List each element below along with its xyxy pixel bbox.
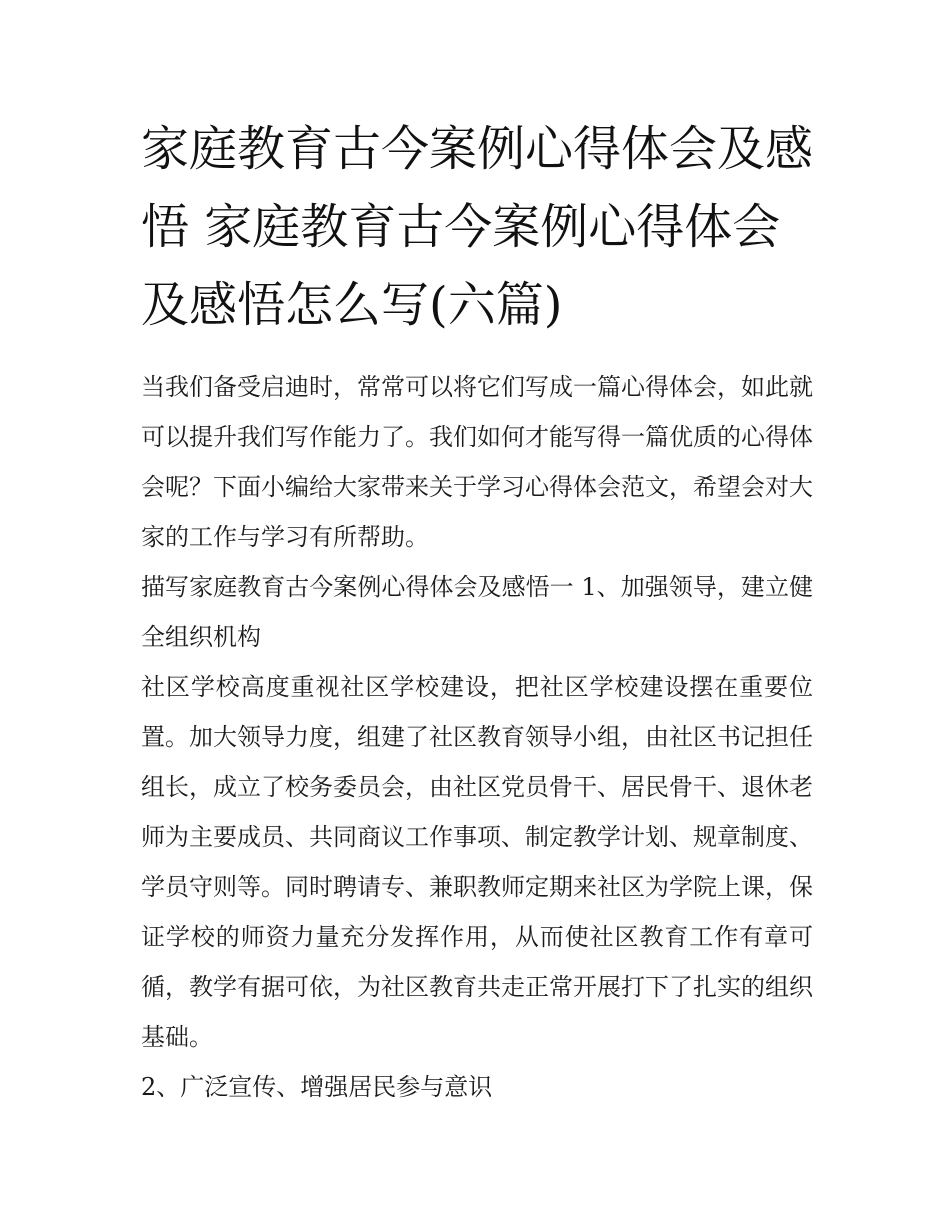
document-title: 家庭教育古今案例心得体会及感悟 家庭教育古今案例心得体会及感悟怎么写(六篇) bbox=[141, 121, 814, 333]
section-1-heading: 描写家庭教育古今案例心得体会及感悟一 1、加强领导，建立健全组织机构 bbox=[141, 573, 813, 651]
section-2-heading: 2、广泛宣传、增强居民参与意识 bbox=[141, 1073, 493, 1101]
intro-paragraph: 当我们备受启迪时，常常可以将它们写成一篇心得体会，如此就可以提升我们写作能力了。我们如何才能写得一篇优质的心得体会呢？下面小编给大家带来关于学习心得体会范文，希望会对大家的工作与学习有所帮助。 bbox=[141, 373, 813, 551]
section-1-body: 社区学校高度重视社区学校建设，把社区学校建设摆在重要位置。加大领导力度，组建了社区教育领导小组，由社区书记担任组长，成立了校务委员会，由社区党员骨干、居民骨干、退休老师为主要成员、共同商议工作事项、制定教学计划、规章制度、学员守则等。同时聘请专、兼职教师定期来社区为学院上课，保证学校的师资力量充分发挥作用，从而使社区教育工作有章可循，教学有据可依，为社区教育共走正常开展打下了扎实的组织基础。 bbox=[141, 673, 813, 1051]
document-content bbox=[141, 110, 813, 1112]
